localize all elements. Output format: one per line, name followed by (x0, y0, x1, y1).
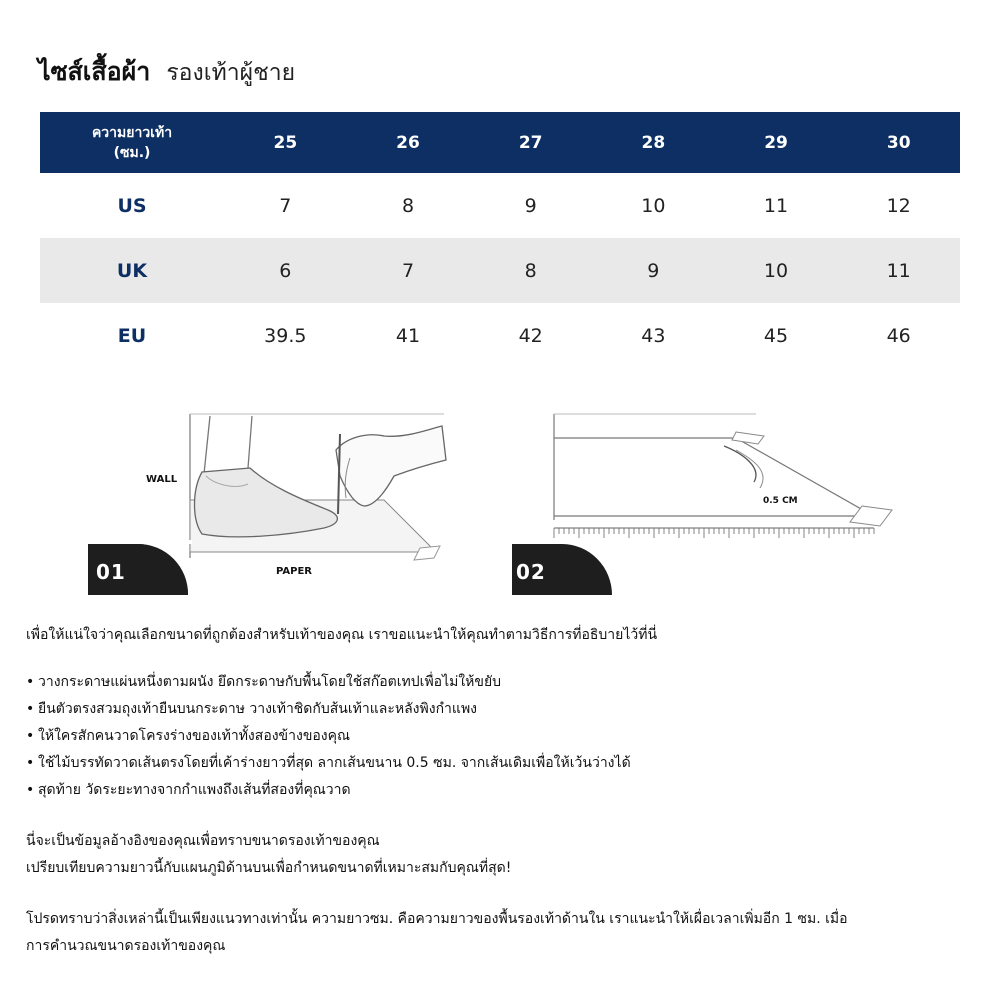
header-col: 28 (641, 132, 666, 153)
table-cell: 8 (524, 259, 537, 282)
table-cell: 43 (641, 324, 666, 347)
measure-diagram-step2 (508, 410, 900, 595)
table-cell: 10 (763, 259, 789, 282)
page-title (38, 52, 295, 92)
note-paragraph (26, 906, 976, 960)
note-line: โปรดทราบว่าสิ่งเหล่านี้เป็นเพียงแนวทางเท่านั้น ความยาวซม. คือความยาวของพื้นรองเท้าด้านใน เราแนะนำให้เผื่อเวลาเพิ่มอีก 1 ซม. เมื่อ (26, 911, 848, 927)
table-cell: 42 (518, 324, 543, 347)
table-cell: 46 (886, 324, 911, 347)
foot-wall-illustration (84, 410, 464, 595)
table-cell: 39.5 (264, 324, 307, 347)
list-item: • ยืนตัวตรงสวมถุงเท้ายืนบนกระดาษ วางเท้าชิดกับส้นเท้าและหลังพิงกำแพง (26, 696, 976, 723)
header-col: 27 (518, 132, 543, 153)
ruler-illustration (508, 410, 900, 595)
header-col: 25 (273, 132, 298, 153)
reference-line: นี่จะเป็นข้อมูลอ้างอิงของคุณเพื่อทราบขนาดรองเท้าของคุณ (26, 833, 380, 849)
table-cell: 6 (279, 259, 292, 282)
table-cell: 7 (401, 259, 415, 282)
table-header-row (40, 112, 960, 173)
table-cell: 12 (886, 194, 911, 217)
note-line: การคำนวณขนาดรองเท้าของคุณ (26, 938, 226, 954)
measurement-instructions (26, 622, 976, 960)
table-cell: 11 (763, 194, 789, 217)
gap-label: 0.5 CM (763, 496, 798, 506)
table-cell: 11 (886, 259, 911, 282)
table-cell: 41 (395, 324, 421, 347)
row-label: UK (116, 259, 148, 282)
list-item: • ใช้ไม้บรรทัดวาดเส้นตรงโดยที่เค้าร่างยาวที่สุด ลากเส้นขนาน 0.5 ซม. จากเส้นเดิมเพื่อให้เว้นว่างได้ (26, 750, 976, 777)
list-item: • ให้ใครสักคนวาดโครงร่างของเท้าทั้งสองข้างของคุณ (26, 723, 976, 750)
table-cell: 45 (763, 324, 789, 347)
table-row-us (40, 173, 960, 238)
row-label: US (117, 194, 147, 217)
instructions-list (26, 669, 976, 804)
instructions-intro: เพื่อให้แน่ใจว่าคุณเลือกขนาดที่ถูกต้องสำหรับเท้าของคุณ เราขอแนะนำให้คุณทำตามวิธีการที่อธิบายไว้ที่นี่ (26, 627, 658, 643)
reference-paragraph (26, 828, 976, 882)
list-item: • สุดท้าย วัดระยะทางจากกำแพงถึงเส้นที่สองที่คุณวาด (26, 777, 976, 804)
table-row-uk (40, 238, 960, 303)
table-cell: 10 (641, 194, 666, 217)
wall-label: WALL (146, 474, 178, 485)
header-col: 30 (886, 132, 911, 153)
header-col: 26 (396, 132, 420, 153)
header-foot-length-label: ความยาวเท้า (ซม.) (91, 124, 173, 161)
table-cell: 7 (279, 194, 292, 217)
title-sub: รองเท้าผู้ชาย (166, 60, 296, 86)
badge-step2: 02 (516, 560, 546, 584)
table-cell: 9 (647, 259, 660, 282)
table-cell: 9 (524, 194, 537, 217)
badge-step1: 01 (96, 560, 126, 584)
header-col: 29 (764, 132, 788, 153)
row-label: EU (117, 324, 147, 347)
table-cell: 8 (401, 194, 415, 217)
paper-label: PAPER (276, 566, 313, 577)
title-main: ไซส์เสื้อผ้า (38, 57, 151, 86)
measure-diagram-step1 (84, 410, 464, 595)
list-item: • วางกระดาษแผ่นหนึ่งตามผนัง ยึดกระดาษกับพื้นโดยใช้สก๊อตเทปเพื่อไม่ให้ขยับ (26, 669, 976, 696)
table-row-eu (40, 303, 960, 368)
size-chart-table (40, 112, 960, 368)
reference-line: เปรียบเทียบความยาวนี้กับแผนภูมิด้านบนเพื่อกำหนดขนาดที่เหมาะสมกับคุณที่สุด! (26, 860, 512, 876)
